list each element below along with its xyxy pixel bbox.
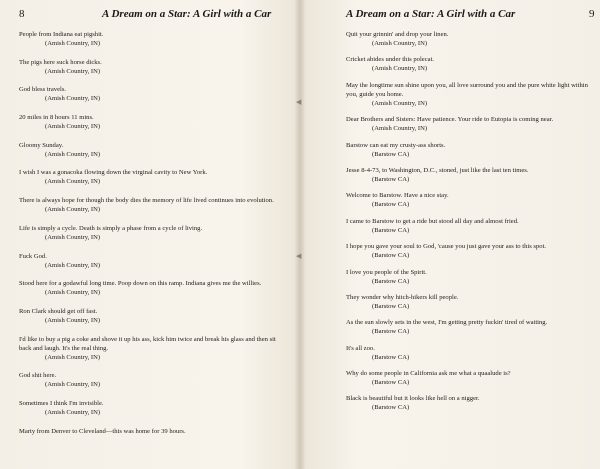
- entry: [19, 58, 289, 76]
- entry-location: (Amish Country, IN): [45, 40, 101, 47]
- entry-text: God bless travels.: [19, 86, 67, 94]
- gutter-mark: ◀: [296, 98, 302, 106]
- entry-text: May the longtime sun shine upon you, all love surround you and the pure white light within you, guide you home.: [346, 81, 588, 98]
- entry-location: (Amish Country, IN): [372, 125, 428, 133]
- entry-list: [19, 30, 289, 445]
- entry: [346, 394, 596, 412]
- entry: [346, 318, 596, 336]
- entry-location: (Amish Country, IN): [45, 316, 101, 324]
- entry-location: (Barstow CA): [372, 277, 410, 285]
- entry-location: (Amish Country, IN): [45, 95, 101, 103]
- entry: [346, 344, 596, 362]
- entry-location: (Barstow CA): [372, 252, 410, 260]
- entry-text: Black is beautiful but it looks like hell on a nigger.: [346, 395, 480, 403]
- entry: [19, 168, 289, 186]
- entry: [19, 252, 289, 270]
- entry: [19, 85, 289, 103]
- entry-location: (Amish Country, IN): [45, 233, 101, 241]
- entry-location: (Amish Country, IN): [45, 381, 101, 389]
- running-title: A Dream on a Star: A Girl with a Car: [346, 8, 516, 20]
- running-title: A Dream on a Star: A Girl with a Car: [102, 8, 272, 20]
- entry-text: Life is simply a cycle. Death is simply a phase from a cycle of living.: [19, 224, 203, 232]
- entry-location: (Barstow CA): [372, 226, 410, 234]
- entry-location: (Amish Country, IN): [45, 206, 101, 214]
- entry-text: They wonder why hitch-hikers kill people.: [346, 293, 459, 301]
- entry-text: I love you people of the Spirit.: [346, 268, 427, 276]
- entry-text: Ron Clark should get off fast.: [19, 307, 98, 315]
- entry-text: It's all zoo.: [346, 344, 375, 352]
- entry-location: (Barstow CA): [372, 302, 410, 310]
- entry-text: Sometimes I think I'm invisible.: [19, 399, 104, 407]
- entry-location: (Amish Country, IN): [45, 408, 101, 416]
- entry: [19, 141, 289, 159]
- entry: [346, 55, 596, 73]
- entry-location: (Barstow CA): [372, 404, 410, 412]
- entry: [346, 81, 596, 108]
- entry-text: As the sun slowly sets in the west, I'm getting pretty fuckin' tired of waiting.: [346, 319, 548, 327]
- entry-text: I came to Barstow to get a ride but stood all day and almost fried.: [346, 217, 519, 225]
- entry-location: (Amish Country, IN): [45, 123, 101, 131]
- entry: [346, 141, 596, 159]
- right-page: [303, 0, 600, 469]
- entry-text: The pigs here suck horse dicks.: [19, 58, 102, 66]
- entry: [346, 115, 596, 133]
- entry-text: Jesse 8-4-73, to Washington, D.C., stoned, just like the last ten times.: [346, 166, 529, 174]
- page-number: 9: [589, 8, 595, 20]
- entry-text: God shit here.: [19, 372, 57, 380]
- entry: [19, 335, 289, 362]
- entry-location: (Amish Country, IN): [45, 67, 101, 75]
- entry-text: Quit your grinnin' and drop your linen.: [346, 31, 449, 38]
- entry: [346, 293, 596, 311]
- entry-location: (Amish Country, IN): [372, 40, 428, 47]
- entry: [19, 30, 289, 48]
- entry-text: Marty from Denver to Cleveland—this was home for 39 hours.: [19, 427, 186, 435]
- entry-location: (Amish Country, IN): [45, 150, 101, 158]
- entry-location: (Barstow CA): [372, 328, 410, 336]
- entry-text: Dear Brothers and Sisters: Have patience. Your ride to Eutopia is coming near.: [346, 116, 554, 124]
- entry-text: Barstow can eat my crusty-ass shorts.: [346, 141, 446, 149]
- entry: [346, 166, 596, 184]
- entry: [19, 399, 289, 417]
- entry-text: There is always hope for though the body dies the memory of life lived continues into evolution.: [19, 197, 274, 205]
- entry: [346, 30, 596, 48]
- entry: [346, 268, 596, 286]
- entry: [346, 217, 596, 235]
- entry-text: People from Indiana eat pigshit.: [19, 31, 104, 38]
- entry-location: (Amish Country, IN): [372, 99, 428, 107]
- entry: [19, 113, 289, 131]
- entry-location: (Amish Country, IN): [45, 353, 101, 361]
- entry: [19, 196, 289, 214]
- entry-location: (Barstow CA): [372, 379, 410, 387]
- entry-text: I'd like to buy a pig a coke and shove it up his ass, kick him twice and break his glass and then sit back and laugh. It's the real thing.: [19, 335, 276, 352]
- entry-text: 20 miles in 8 hours 11 mins.: [19, 114, 94, 122]
- entry: [19, 279, 289, 297]
- entry: [19, 224, 289, 242]
- page-number: 8: [19, 8, 25, 20]
- left-page: [0, 0, 297, 469]
- entry-location: (Amish Country, IN): [45, 178, 101, 186]
- entry-text: Cricket abides under this polecat.: [346, 56, 435, 64]
- entry-text: Gloomy Sunday.: [19, 141, 64, 149]
- entry-text: I hope you gave your soul to God, 'cause you just gave your ass to this spot.: [346, 243, 547, 251]
- gutter-mark: ◀: [296, 252, 302, 260]
- entry-text: Fuck God.: [19, 252, 47, 260]
- entry-location: (Amish Country, IN): [45, 261, 101, 269]
- entry: [346, 242, 596, 260]
- entry-location: (Barstow CA): [372, 201, 410, 209]
- entry-text: Stood here for a godawful long time. Poop down on this ramp. Indiana gives me the willies.: [19, 280, 262, 288]
- entry-list: [346, 30, 596, 420]
- entry: [346, 191, 596, 209]
- entry-location: (Barstow CA): [372, 353, 410, 361]
- entry-location: (Barstow CA): [372, 150, 410, 158]
- entry: [19, 307, 289, 325]
- entry: [19, 371, 289, 389]
- entry-location: (Amish Country, IN): [45, 289, 101, 297]
- entry: [19, 427, 289, 436]
- entry: [346, 369, 596, 387]
- entry-text: Why do some people in California ask me what a quaalude is?: [346, 370, 511, 378]
- entry-location: (Barstow CA): [372, 175, 410, 183]
- entry-location: (Amish Country, IN): [372, 65, 428, 73]
- entry-text: I wish I was a gonacoka flowing down the virginal cavity to New York.: [19, 169, 208, 177]
- entry-text: Welcome to Barstow. Have a nice stay.: [346, 192, 449, 200]
